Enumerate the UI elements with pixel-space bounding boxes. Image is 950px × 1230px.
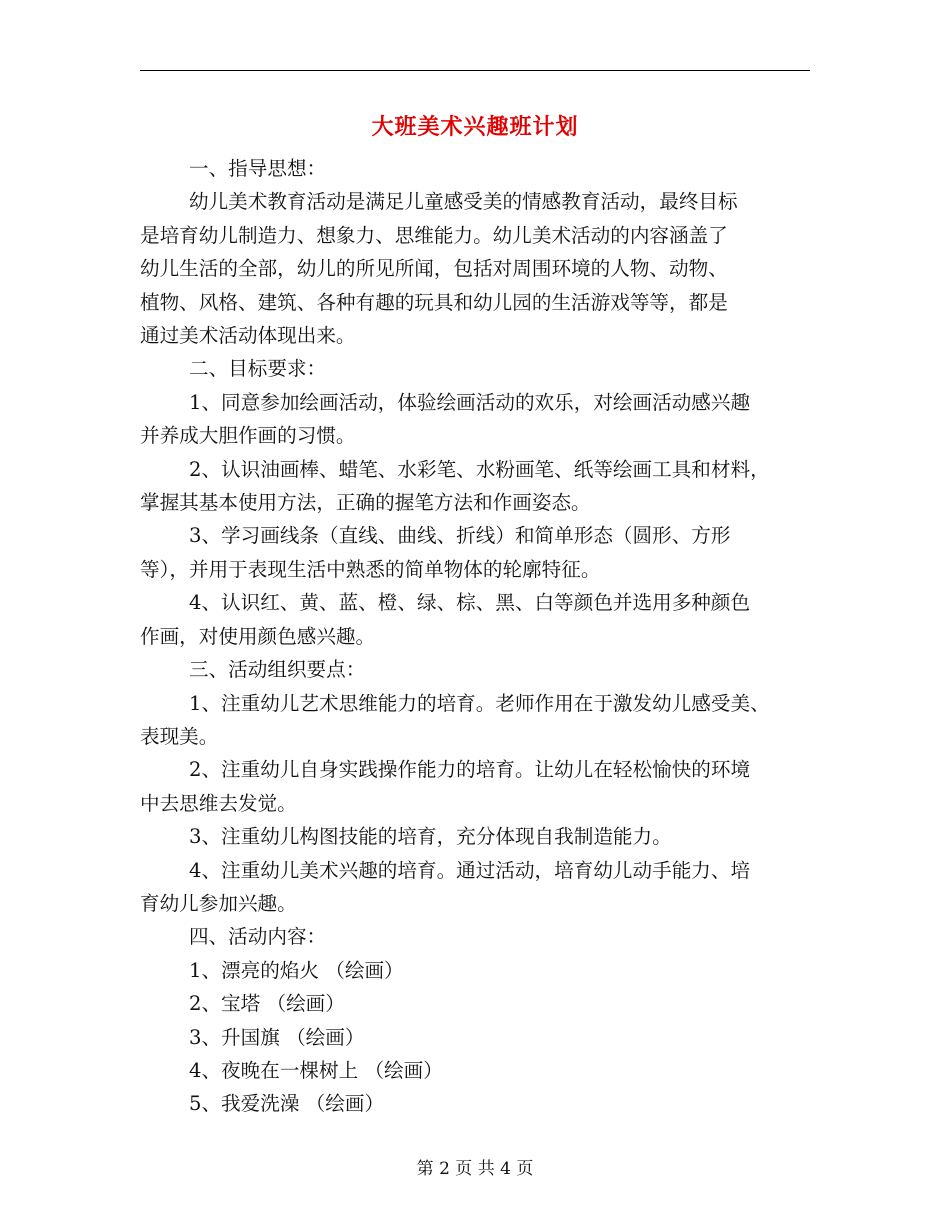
page-footer: 第 2 页 共 4 页 bbox=[416, 1159, 534, 1179]
text-line: 3、升国旗 （绘画） bbox=[189, 1025, 365, 1049]
text-line: 2、注重幼儿自身实践操作能力的培育。让幼儿在轻松愉快的环境 bbox=[189, 758, 751, 782]
text-line: 2、宝塔 （绘画） bbox=[189, 992, 345, 1016]
text-line: 通过美术活动体现出来。 bbox=[140, 324, 356, 348]
text-line: 3、学习画线条（直线、曲线、折线）和简单形态（圆形、方形 bbox=[189, 524, 731, 548]
text-line: 等），并用于表现生活中熟悉的简单物体的轮廓特征。 bbox=[140, 557, 601, 581]
document-title: 大班美术兴趣班计划 bbox=[371, 114, 579, 140]
text-line: 中去思维去发觉。 bbox=[140, 791, 297, 815]
text-line: 4、认识红、黄、蓝、橙、绿、棕、黑、白等颜色并选用多种颜色 bbox=[189, 591, 751, 615]
text-line: 1、注重幼儿艺术思维能力的培育。老师作用在于激发幼儿感受美、 bbox=[189, 691, 770, 715]
text-line: 3、注重幼儿构图技能的培育，充分体现自我制造能力。 bbox=[189, 825, 672, 849]
text-line: 4、夜晚在一棵树上 （绘画） bbox=[189, 1058, 443, 1082]
text-line: 4、注重幼儿美术兴趣的培育。通过活动，培育幼儿动手能力、培 bbox=[189, 858, 751, 882]
text-line: 并养成大胆作画的习惯。 bbox=[140, 424, 356, 448]
text-line: 掌握其基本使用方法，正确的握笔方法和作画姿态。 bbox=[140, 491, 591, 515]
text-line: 作画，对使用颜色感兴趣。 bbox=[140, 624, 376, 648]
text-line: 二、目标要求： bbox=[189, 357, 327, 381]
header-rule bbox=[140, 70, 810, 71]
text-line: 四、活动内容： bbox=[189, 925, 327, 949]
text-line: 是培育幼儿制造力、想象力、思维能力。幼儿美术活动的内容涵盖了 bbox=[140, 223, 728, 247]
text-line: 1、同意参加绘画活动，体验绘画活动的欢乐，对绘画活动感兴趣 bbox=[189, 390, 751, 414]
document-body bbox=[140, 152, 810, 1121]
text-line: 育幼儿参加兴趣。 bbox=[140, 891, 297, 915]
text-line: 表现美。 bbox=[140, 724, 219, 748]
text-line: 5、我爱洗澡 （绘画） bbox=[189, 1092, 385, 1116]
text-line: 2、认识油画棒、蜡笔、水彩笔、水粉画笔、纸等绘画工具和材料， bbox=[189, 457, 770, 481]
text-line: 一、指导思想： bbox=[189, 157, 327, 180]
text-line: 幼儿美术教育活动是满足儿童感受美的情感教育活动，最终目标 bbox=[189, 190, 738, 214]
text-line: 1、漂亮的焰火 （绘画） bbox=[189, 958, 404, 982]
text-line: 三、活动组织要点： bbox=[189, 658, 366, 682]
text-line: 幼儿生活的全部，幼儿的所见所闻，包括对周围环境的人物、动物、 bbox=[140, 257, 728, 281]
text-line: 植物、风格、建筑、各种有趣的玩具和幼儿园的生活游戏等等，都是 bbox=[140, 290, 728, 314]
